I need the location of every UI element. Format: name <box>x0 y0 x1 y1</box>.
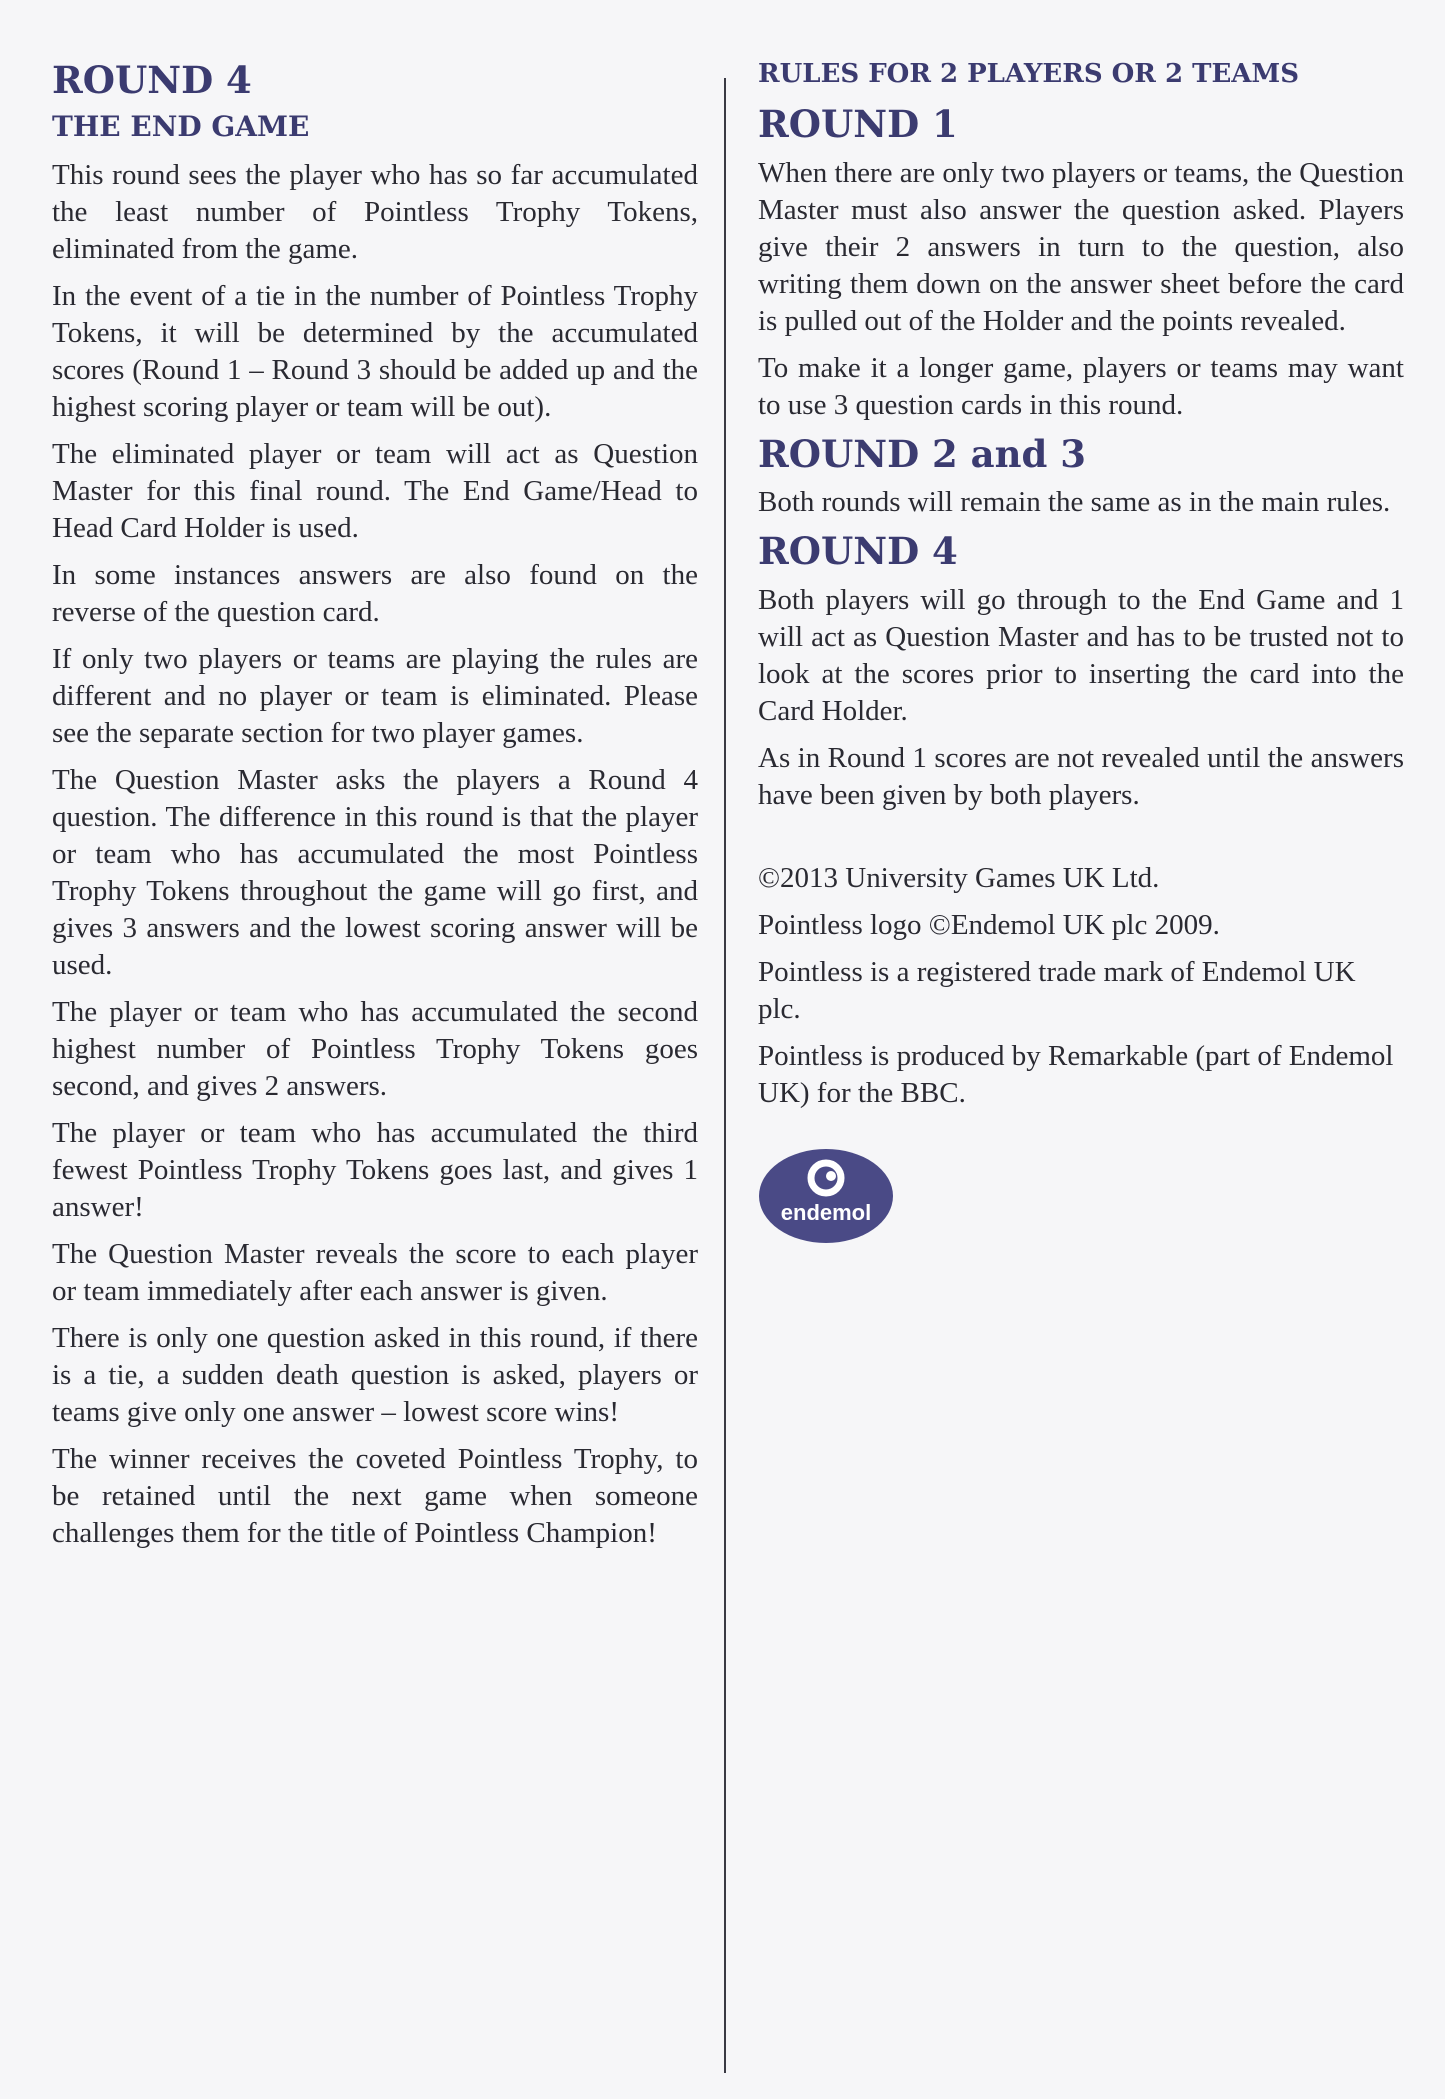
round4-two-player-heading: ROUND 4 <box>758 529 958 574</box>
end-game-paragraph: This round sees the player who has so far accumulated the least number of Pointless Trophy Tokens, eliminated from the game. <box>52 158 698 265</box>
round4-heading: ROUND 4 <box>52 58 252 102</box>
trademark-line: Pointless is a registered trade mark of Endemol UK plc. <box>758 955 1356 1025</box>
endemol-logo-text: endemol <box>780 1199 872 1225</box>
end-game-paragraph: In the event of a tie in the number of Pointless Trophy Tokens, it will be determined by the accumulated scores (Round 1 – Round 3 should be added up and the highest scoring player or team will be out). <box>52 279 698 423</box>
round4-two-player-paragraph: As in Round 1 scores are not revealed until the answers have been given by both players. <box>758 741 1404 811</box>
end-game-paragraph: If only two players or teams are playing the rules are different and no player or team is eliminated. Please see the separate section for two player games. <box>52 642 698 749</box>
copyright-line: ©2013 University Games UK Ltd. <box>758 861 1160 894</box>
end-game-paragraph: The eliminated player or team will act as Question Master for this final round. The End Game/Head to Head Card Holder is used. <box>52 437 698 544</box>
end-game-paragraph: The winner receives the coveted Pointless Trophy, to be retained until the next game when someone challenges them for the title of Pointless Champion! <box>52 1442 698 1549</box>
end-game-paragraph: In some instances answers are also found on the reverse of the question card. <box>52 558 698 628</box>
column-divider <box>724 78 726 2073</box>
logo-copyright-line: Pointless logo ©Endemol UK plc 2009. <box>758 908 1220 941</box>
round1-heading: ROUND 1 <box>758 101 958 146</box>
round2-3-heading: ROUND 2 and 3 <box>758 431 1087 476</box>
end-game-paragraph: The player or team who has accumulated the second highest number of Pointless Trophy Tokens goes second, and gives 2 answers. <box>52 995 698 1102</box>
end-game-subheading: THE END GAME <box>52 109 310 143</box>
two-player-rules-heading: RULES FOR 2 PLAYERS OR 2 TEAMS <box>758 59 1299 89</box>
round1-paragraph: When there are only two players or teams, the Question Master must also answer the question asked. Players give their 2 answers in turn to the question, also writing them down on the answer sheet before the card is pulled out of the Holder and the points revealed. <box>758 156 1404 337</box>
end-game-paragraph: There is only one question asked in this round, if there is a tie, a sudden death question is asked, players or teams give only one answer – lowest score wins! <box>52 1321 698 1428</box>
endemol-logo <box>758 1148 894 1244</box>
end-game-paragraph: The player or team who has accumulated the third fewest Pointless Trophy Tokens goes last, and gives 1 answer! <box>52 1116 698 1223</box>
round2-3-paragraph: Both rounds will remain the same as in the main rules. <box>758 486 1391 519</box>
end-game-paragraph: The Question Master reveals the score to each player or team immediately after each answer is given. <box>52 1237 698 1307</box>
producer-line: Pointless is produced by Remarkable (part of Endemol UK) for the BBC. <box>758 1039 1394 1109</box>
left-column <box>52 60 698 1562</box>
right-column <box>758 60 1404 1248</box>
round4-two-player-paragraph: Both players will go through to the End Game and 1 will act as Question Master and has to be trusted not to look at the scores prior to inserting the card into the Card Holder. <box>758 583 1404 727</box>
round1-paragraph: To make it a longer game, players or teams may want to use 3 question cards in this round. <box>758 351 1404 421</box>
end-game-paragraph: The Question Master asks the players a Round 4 question. The difference in this round is that the player or team who has accumulated the most Pointless Trophy Tokens throughout the game will go first, and gives 3 answers and the lowest scoring answer will be used. <box>52 763 698 981</box>
